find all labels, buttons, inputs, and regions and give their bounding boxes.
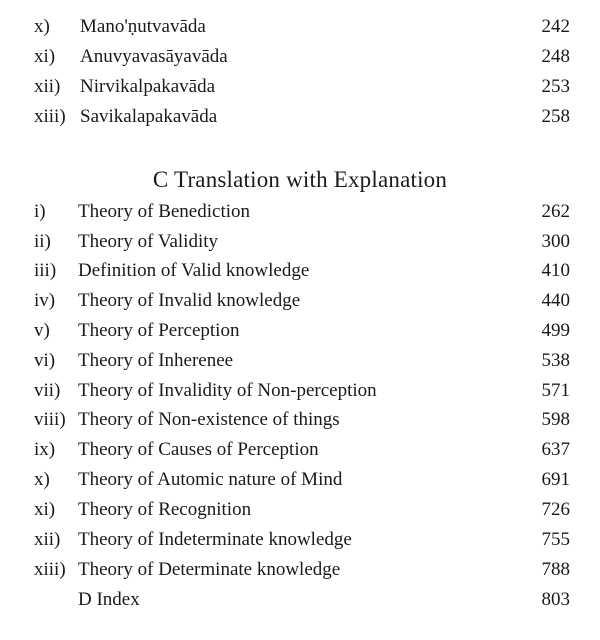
- toc-entry-title: Definition of Valid knowledge: [78, 260, 310, 281]
- toc-entry-title: Theory of Determinate knowledge: [78, 559, 341, 580]
- toc-entry[interactable]: [0, 227, 600, 257]
- toc-entry-title: Theory of Automic nature of Mind: [78, 469, 343, 490]
- toc-entry-number: xiii): [34, 559, 66, 580]
- toc-entry-page: 691: [541, 469, 570, 490]
- toc-entry-number: x): [34, 469, 50, 490]
- toc-entry-page: 755: [541, 529, 570, 550]
- toc-entry-page: 571: [541, 380, 570, 401]
- toc-entry-page: 300: [541, 231, 570, 252]
- toc-entry-title: Theory of Invalid knowledge: [78, 290, 301, 311]
- toc-entry-page: 788: [541, 559, 570, 580]
- toc-entry[interactable]: [0, 525, 600, 555]
- toc-entry[interactable]: [0, 465, 600, 495]
- toc-entry-index[interactable]: [0, 585, 600, 615]
- toc-entry-number: ii): [34, 231, 51, 252]
- section-c-heading: C Translation with Explanation: [152, 167, 448, 192]
- toc-entry-page: 637: [541, 439, 570, 460]
- toc-entry[interactable]: [0, 12, 600, 42]
- toc-entry[interactable]: [0, 495, 600, 525]
- toc-entry-number: i): [34, 201, 46, 222]
- toc-entry-title: Theory of Perception: [78, 320, 240, 341]
- toc-entry-title: Theory of Invalidity of Non-perception: [78, 380, 377, 401]
- toc-entry-number: xiii): [34, 106, 66, 127]
- toc-entry-number: iv): [34, 290, 56, 311]
- toc-entry-title: Savikalapakavāda: [80, 106, 218, 127]
- toc-entry[interactable]: [0, 435, 600, 465]
- toc-entry-page: 440: [541, 290, 570, 311]
- toc-entry-page: 499: [541, 320, 570, 341]
- toc-entry-number: v): [34, 320, 50, 341]
- toc-entry[interactable]: [0, 555, 600, 585]
- toc-entry-title: Theory of Causes of Perception: [78, 439, 319, 460]
- toc-entry-number: ix): [34, 439, 56, 460]
- toc-entry-title: Theory of Non-existence of things: [78, 409, 340, 430]
- toc-entry[interactable]: [0, 42, 600, 72]
- toc-entry[interactable]: [0, 256, 600, 286]
- toc-entry-page: 598: [541, 409, 570, 430]
- toc-entry-number: iii): [34, 260, 57, 281]
- toc-entry-number: xii): [34, 76, 61, 97]
- toc-entry-title: Theory of Validity: [78, 231, 219, 252]
- toc-entry-number: xi): [34, 499, 56, 520]
- toc-entry-title: Theory of Benediction: [78, 201, 251, 222]
- toc-entry[interactable]: [0, 405, 600, 435]
- toc-entry-number: x): [34, 16, 50, 37]
- toc-entry[interactable]: [0, 72, 600, 102]
- toc-entry[interactable]: [0, 286, 600, 316]
- toc-entry-page: 726: [541, 499, 570, 520]
- toc-entry-number: vi): [34, 350, 56, 371]
- toc-entry-page: 538: [541, 350, 570, 371]
- toc-entry-page: 410: [541, 260, 570, 281]
- toc-entry-title: Theory of Inherenee: [78, 350, 234, 371]
- toc-entry-title: Theory of Recognition: [78, 499, 252, 520]
- toc-entry-number: viii): [34, 409, 66, 430]
- toc-entry-title: Anuvyavasāyavāda: [80, 46, 228, 67]
- toc-entry-page: 262: [541, 201, 570, 222]
- toc-entry-page: 258: [541, 106, 570, 127]
- toc-entry[interactable]: [0, 346, 600, 376]
- toc-entry-title: D Index: [78, 589, 140, 610]
- toc-entry-page: 803: [541, 589, 570, 610]
- toc-entry-page: 253: [541, 76, 570, 97]
- toc-entry-page: 248: [541, 46, 570, 67]
- toc-entry-title: Nirvikalpakavāda: [80, 76, 216, 97]
- toc-entry[interactable]: [0, 316, 600, 346]
- toc-entry-number: xi): [34, 46, 56, 67]
- toc-entry-page: 242: [541, 16, 570, 37]
- toc-entry-title: Mano'ṇutvavāda: [80, 16, 206, 37]
- toc-entry[interactable]: [0, 197, 600, 227]
- toc-entry-number: vii): [34, 380, 61, 401]
- toc-entry[interactable]: [0, 102, 600, 132]
- toc-entry-title: Theory of Indeterminate knowledge: [78, 529, 352, 550]
- toc-entry-number: xii): [34, 529, 61, 550]
- toc-entry[interactable]: [0, 376, 600, 406]
